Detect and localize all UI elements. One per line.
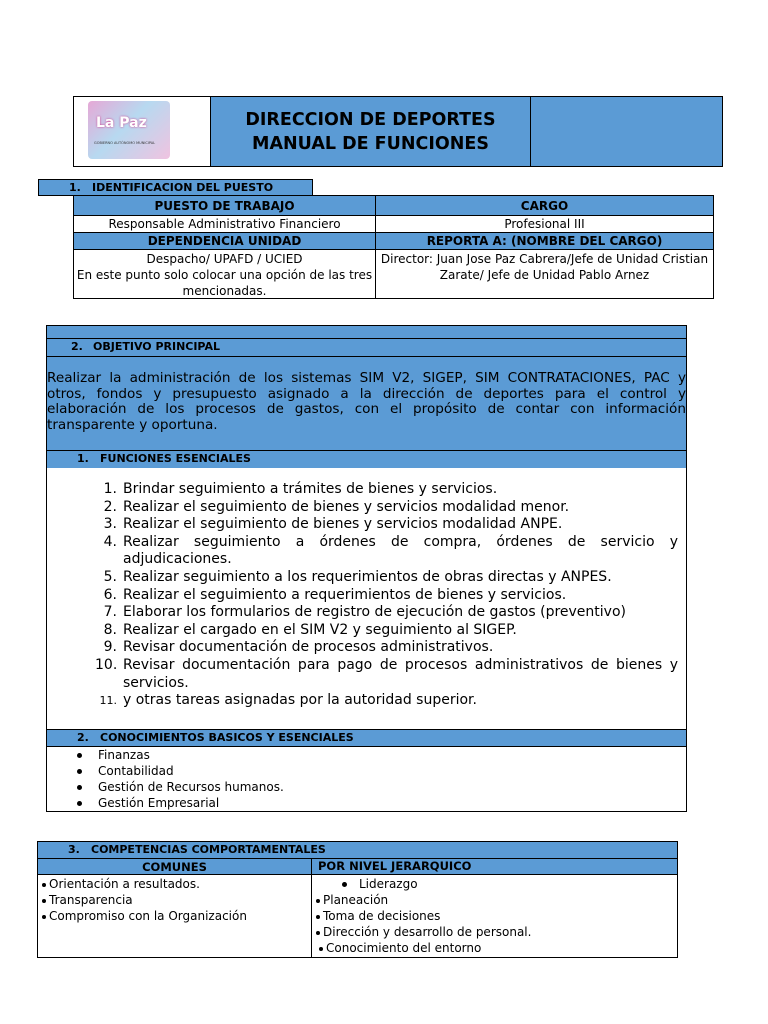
list-item: Gestión Empresarial: [77, 795, 677, 811]
logo-text: La Paz: [96, 115, 147, 131]
objetivo-top-row: [47, 326, 686, 338]
section-number: 1.: [69, 181, 81, 194]
list-item: Conocimiento del entorno: [316, 940, 677, 956]
identificacion-table: [73, 195, 714, 299]
conocimientos-number: 2.: [77, 731, 89, 744]
nivel-list: [312, 874, 677, 957]
list-item: Transparencia: [42, 892, 311, 908]
bullet-icon: [316, 899, 320, 903]
list-item: Compromiso con la Organización: [42, 908, 311, 924]
reporta-value: [376, 249, 713, 298]
funciones-header: [47, 450, 686, 468]
competencias-table: [37, 841, 678, 958]
title-line-1: DIRECCION DE DEPORTES: [245, 109, 496, 130]
section-identificacion-tab: [38, 179, 313, 196]
bullet-icon: [77, 785, 82, 790]
objetivo-line-2: otros, fondos y presupuesto asignado a la dirección de deportes para el control y: [47, 385, 686, 402]
document-header: [73, 96, 723, 167]
list-item: Planeación: [316, 892, 677, 908]
bullet-icon: [42, 899, 46, 903]
objetivo-text: [47, 356, 686, 450]
conocimientos-header: [47, 729, 686, 747]
competencias-header: [38, 842, 677, 858]
objetivo-number: 2.: [71, 340, 83, 353]
list-item: Gestión de Recursos humanos.: [77, 779, 677, 795]
list-item: Dirección y desarrollo de personal.: [316, 924, 677, 940]
funciones-list: 1. Brindar seguimiento a trámites de bienes y servicios. 2. Realizar el seguimiento de bienes y servicios modalidad menor. 3. Realizar el seguimiento de bienes y servicios modalidad ANPE. 4. Realizar seguimiento a órdenes de compra, órdenes de servicio y adjudicaciones. 5. Realizar seguimiento a los requerimientos de obras directas y ANPES. 6. Realizar el seguimiento a requerimientos de bienes y servicios. 7. Elaborar los formularios de registro de ejecución de gastos (preventivo) 8. Realizar el cargado en el SIM V2 y seguimiento al SIGEP. 9. Revisar documentación de procesos administrativos. 10. Revisar documentación para pago de procesos administrativos de bienes y servicios. 11. y otras tareas asignadas por la autoridad superior.: [95, 481, 678, 709]
comunes-label: COMUNES: [38, 858, 312, 874]
list-item: Toma de decisiones: [316, 908, 677, 924]
nivel-label: POR NIVEL JERARQUICO: [312, 858, 677, 874]
cargo-label: CARGO: [376, 196, 713, 215]
conocimientos-title: CONOCIMIENTOS BASICOS Y ESENCIALES: [100, 731, 354, 744]
dependencia-value: [74, 249, 376, 298]
dependencia-line-2: En este punto solo colocar una opción de las tres: [76, 268, 373, 282]
reporta-label: REPORTA A: (NOMBRE DEL CARGO): [376, 232, 713, 249]
title-cell: [211, 97, 531, 166]
section-title: IDENTIFICACION DEL PUESTO: [92, 181, 274, 194]
competencias-number: 3.: [68, 843, 80, 856]
dependencia-line-3: mencionadas.: [182, 284, 267, 298]
bullet-icon: [316, 915, 320, 919]
bullet-icon: [77, 753, 82, 758]
objetivo-line-3: elaboración de los procesos de gastos, con el propósito de contar con información: [47, 401, 686, 417]
bullet-icon: [342, 882, 347, 887]
list-item: Contabilidad: [77, 763, 677, 779]
bullet-icon: [77, 769, 82, 774]
dependencia-line-1: Despacho/ UPAFD / UCIED: [146, 252, 303, 266]
logo-cell: [74, 97, 211, 166]
objetivo-line-4: transparente y oportuna.: [47, 416, 218, 433]
bullet-icon: [42, 915, 46, 919]
header-empty-cell: [531, 97, 722, 166]
puesto-value: Responsable Administrativo Financiero: [74, 215, 376, 232]
funciones-title: FUNCIONES ESENCIALES: [100, 452, 251, 465]
objetivo-title: OBJETIVO PRINCIPAL: [93, 340, 221, 353]
list-item: Finanzas: [77, 747, 677, 763]
objetivo-line-1: Realizar la administración de los sistemas SIM V2, SIGEP, SIM CONTRATACIONES, PAC y: [47, 370, 686, 386]
objetivo-table: [46, 325, 687, 812]
list-item: Liderazgo: [316, 876, 677, 892]
title-line-2: MANUAL DE FUNCIONES: [252, 133, 489, 154]
funciones-number: 1.: [77, 452, 89, 465]
list-item: Orientación a resultados.: [42, 876, 311, 892]
bullet-icon: [319, 947, 323, 951]
reporta-line-2: Zarate/ Jefe de Unidad Pablo Arnez: [439, 268, 650, 282]
competencias-title: COMPETENCIAS COMPORTAMENTALES: [91, 843, 326, 856]
reporta-line-1: Director: Juan Jose Paz Cabrera/Jefe de Unidad Cristian: [380, 252, 709, 266]
bullet-icon: [77, 801, 82, 806]
dependencia-label: DEPENDENCIA UNIDAD: [74, 232, 376, 249]
logo-subtext: GOBIERNO AUTÓNOMO MUNICIPAL: [94, 141, 156, 145]
bullet-icon: [316, 931, 320, 935]
comunes-list: [38, 874, 312, 957]
bullet-icon: [42, 883, 46, 887]
conocimientos-list: [77, 747, 677, 811]
objetivo-header: [47, 338, 686, 356]
cargo-value: Profesional III: [376, 215, 713, 232]
la-paz-logo: [88, 101, 170, 159]
puesto-label: PUESTO DE TRABAJO: [74, 196, 376, 215]
